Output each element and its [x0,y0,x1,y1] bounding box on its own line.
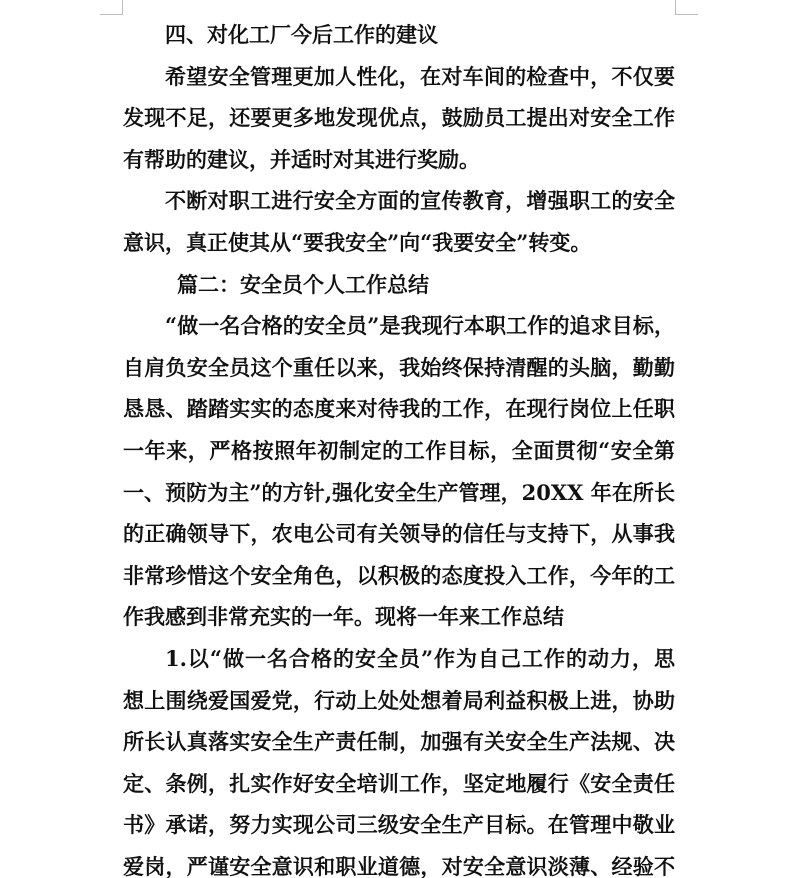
text-line: 意识，真正使其从“要我安全”向“我要安全”转变。 [123,229,592,255]
text-line: 爱岗，严谨安全意识和职业道德，对安全意识淡薄、经验不 [123,853,675,878]
text-line: 作我感到非常充实的一年。现将一年来工作总结 [123,604,564,630]
text-line: 一、预防为主”的方针,强化安全生产管理，20XX 年在所长 [123,479,675,505]
top-right-margin-mark [675,0,698,15]
text-line: 所长认真落实安全生产责任制，加强有关安全生产法规、决 [123,729,675,755]
text-line: 的正确领导下，农电公司有关领导的信任与支持下，从事我 [123,521,675,547]
text-line: 定、条例，扎实作好安全培训工作，坚定地履行《安全责任 [123,770,675,796]
text-line: 不断对职工进行安全方面的宣传教育，增强职工的安全 [165,188,675,214]
text-line: 自肩负安全员这个重任以来，我始终保持清醒的头脑，勤勤 [123,354,675,380]
text-line: 有帮助的建议，并适时对其进行奖励。 [123,146,480,172]
text-line: 恳恳、踏踏实实的态度来对待我的工作，在现行岗位上任职 [123,396,675,422]
document-body [123,14,675,878]
text-line: 1.以“做一名合格的安全员”作为自己工作的动力，思 [165,645,675,671]
text-line: 书》承诺，努力实现公司三级安全生产目标。在管理中敬业 [123,812,675,838]
paragraph-1 [123,56,675,181]
paragraph-2 [123,180,675,263]
top-left-margin-mark [100,0,123,15]
paragraph-4 [123,638,675,878]
text-line: 一年来，严格按照年初制定的工作目标，全面贯彻“安全第 [123,437,675,463]
text-line: 希望安全管理更加人性化，在对车间的检查中，不仅要 [165,63,675,89]
article-title: 篇二：安全员个人工作总结 [177,271,429,297]
text-line: 非常珍惜这个安全角色，以积极的态度投入工作，今年的工 [123,562,675,588]
text-line: “做一名合格的安全员”是我现行本职工作的追求目标， [165,313,675,339]
section-heading: 四、对化工厂今后工作的建议 [165,22,438,47]
text-line: 想上围绕爱国爱党，行动上处处想着局利益积极上进，协助 [123,687,675,713]
paragraph-3 [123,305,675,638]
text-line: 发现不足，还要更多地发现优点，鼓励员工提出对安全工作 [123,105,675,131]
